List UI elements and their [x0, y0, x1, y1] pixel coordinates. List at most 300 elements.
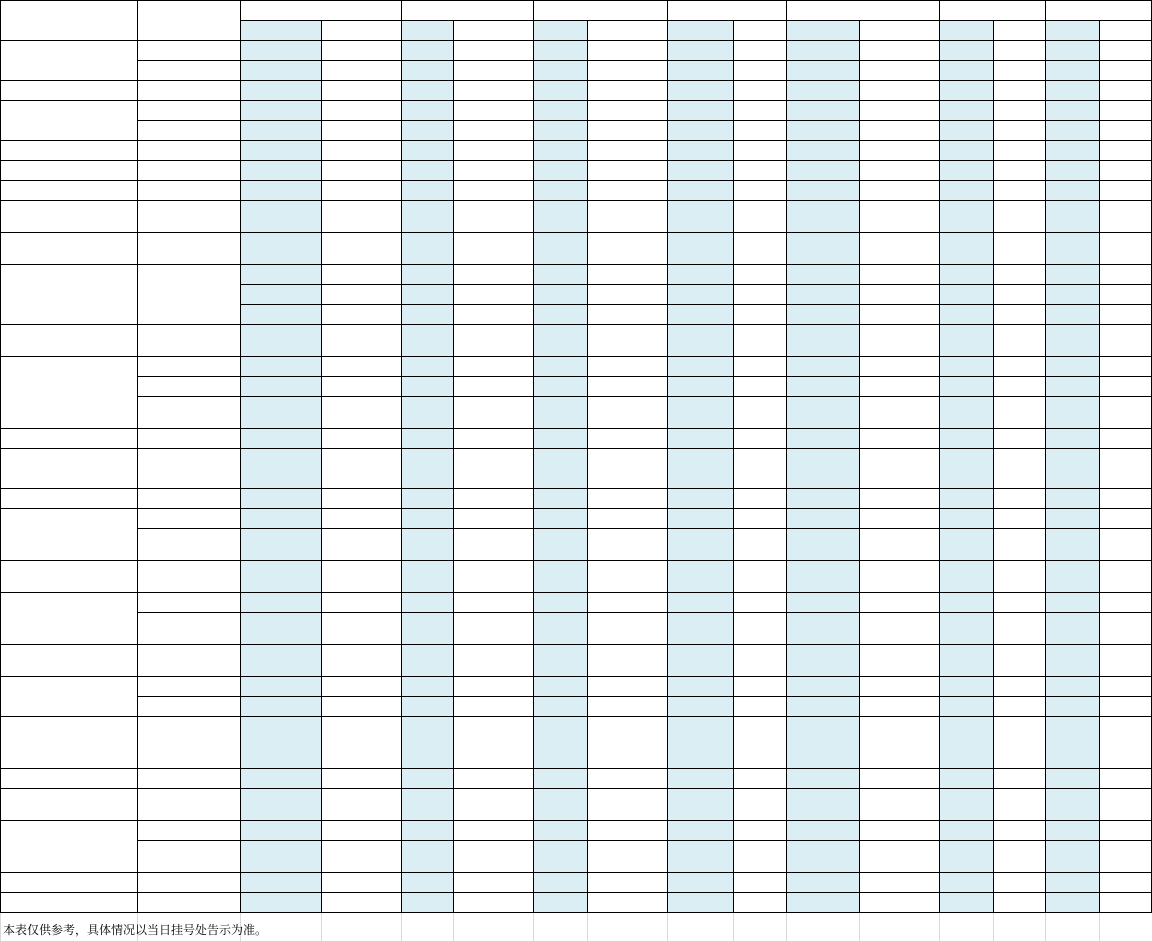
schedule-cell — [859, 872, 939, 892]
schedule-cell — [1045, 140, 1099, 160]
schedule-cell — [667, 892, 733, 912]
schedule-cell — [1099, 644, 1152, 676]
schedule-cell — [667, 448, 733, 488]
schedule-cell — [587, 676, 667, 696]
title-cell — [137, 80, 240, 100]
schedule-cell — [1045, 788, 1099, 820]
schedule-cell — [786, 560, 859, 592]
schedule-cell — [667, 840, 733, 872]
schedule-cell — [401, 264, 453, 284]
schedule-cell — [786, 676, 859, 696]
schedule-cell — [1045, 892, 1099, 912]
schedule-cell — [240, 324, 321, 356]
schedule-cell — [240, 160, 321, 180]
schedule-cell — [786, 356, 859, 376]
schedule-cell — [939, 428, 993, 448]
schedule-cell — [587, 508, 667, 528]
schedule-cell — [786, 232, 859, 264]
table-border — [137, 376, 1152, 377]
schedule-cell — [453, 612, 533, 644]
schedule-cell — [587, 892, 667, 912]
header-day — [1045, 0, 1152, 20]
schedule-cell — [939, 180, 993, 200]
schedule-cell — [859, 232, 939, 264]
schedule-cell — [533, 232, 587, 264]
schedule-cell — [587, 180, 667, 200]
schedule-cell — [240, 716, 321, 768]
table-border — [0, 356, 1152, 357]
schedule-cell — [733, 284, 786, 304]
schedule-cell — [533, 508, 587, 528]
schedule-cell — [321, 788, 401, 820]
schedule-cell — [1099, 356, 1152, 376]
title-cell — [137, 488, 240, 508]
schedule-cell — [939, 120, 993, 140]
schedule-cell — [1099, 40, 1152, 60]
schedule-cell — [993, 376, 1045, 396]
schedule-cell — [240, 428, 321, 448]
schedule-cell — [939, 528, 993, 560]
schedule-cell — [786, 200, 859, 232]
department-cell — [0, 428, 137, 448]
schedule-cell — [587, 376, 667, 396]
schedule-cell — [993, 508, 1045, 528]
schedule-cell — [1045, 120, 1099, 140]
schedule-cell — [993, 100, 1045, 120]
schedule-cell — [939, 284, 993, 304]
schedule-cell — [1045, 676, 1099, 696]
schedule-cell — [401, 160, 453, 180]
schedule-cell — [786, 324, 859, 356]
schedule-cell — [321, 528, 401, 560]
schedule-cell — [993, 120, 1045, 140]
schedule-cell — [453, 872, 533, 892]
schedule-cell — [453, 376, 533, 396]
schedule-cell — [939, 304, 993, 324]
department-cell — [0, 40, 137, 80]
schedule-cell — [533, 592, 587, 612]
sheet-gridline — [993, 912, 994, 941]
schedule-cell — [453, 528, 533, 560]
schedule-cell — [786, 428, 859, 448]
schedule-cell — [587, 140, 667, 160]
schedule-cell — [1099, 488, 1152, 508]
schedule-cell — [1099, 304, 1152, 324]
schedule-cell — [401, 696, 453, 716]
department-cell — [0, 872, 137, 892]
schedule-cell — [733, 324, 786, 356]
schedule-cell — [667, 160, 733, 180]
schedule-cell — [733, 180, 786, 200]
schedule-cell — [321, 60, 401, 80]
schedule-cell — [401, 448, 453, 488]
schedule-cell — [667, 356, 733, 376]
schedule-cell — [533, 60, 587, 80]
schedule-cell — [667, 612, 733, 644]
schedule-cell — [240, 200, 321, 232]
schedule-cell — [859, 696, 939, 716]
schedule-cell — [321, 396, 401, 428]
schedule-cell — [1045, 872, 1099, 892]
schedule-cell — [401, 356, 453, 376]
schedule-cell — [321, 840, 401, 872]
sheet-gridline — [533, 912, 534, 941]
title-cell — [137, 120, 240, 140]
schedule-cell — [240, 304, 321, 324]
schedule-cell — [453, 232, 533, 264]
schedule-cell — [1099, 768, 1152, 788]
schedule-cell — [786, 80, 859, 100]
schedule-cell — [733, 428, 786, 448]
schedule-cell — [240, 560, 321, 592]
schedule-cell — [240, 120, 321, 140]
schedule-cell — [733, 820, 786, 840]
schedule-cell — [533, 560, 587, 592]
schedule-cell — [786, 304, 859, 324]
schedule-cell — [1045, 644, 1099, 676]
title-cell — [137, 560, 240, 592]
table-border — [137, 696, 1152, 697]
schedule-cell — [240, 140, 321, 160]
table-border — [0, 140, 1152, 141]
schedule-cell — [401, 40, 453, 60]
table-border — [0, 892, 1152, 893]
schedule-cell — [401, 324, 453, 356]
schedule-cell — [453, 428, 533, 448]
title-cell — [137, 592, 240, 612]
schedule-cell — [786, 840, 859, 872]
schedule-cell — [321, 612, 401, 644]
header-am — [240, 20, 321, 40]
schedule-cell — [240, 60, 321, 80]
department-cell — [0, 160, 137, 180]
schedule-cell — [786, 60, 859, 80]
header-am — [401, 20, 453, 40]
schedule-cell — [786, 396, 859, 428]
table-border — [137, 0, 138, 913]
schedule-cell — [667, 508, 733, 528]
schedule-cell — [786, 892, 859, 912]
schedule-cell — [240, 892, 321, 912]
schedule-cell — [533, 612, 587, 644]
schedule-cell — [667, 768, 733, 788]
schedule-cell — [321, 200, 401, 232]
schedule-cell — [733, 356, 786, 376]
schedule-cell — [939, 840, 993, 872]
schedule-cell — [1099, 376, 1152, 396]
sheet-gridline — [939, 912, 940, 941]
schedule-cell — [1099, 120, 1152, 140]
schedule-cell — [993, 840, 1045, 872]
title-cell — [137, 324, 240, 356]
schedule-cell — [240, 40, 321, 60]
department-cell — [0, 768, 137, 788]
schedule-cell — [993, 892, 1045, 912]
schedule-cell — [240, 508, 321, 528]
schedule-cell — [667, 560, 733, 592]
schedule-cell — [939, 592, 993, 612]
schedule-cell — [533, 768, 587, 788]
schedule-cell — [859, 200, 939, 232]
schedule-cell — [240, 180, 321, 200]
sheet-gridline — [667, 912, 668, 941]
schedule-cell — [939, 324, 993, 356]
schedule-cell — [993, 180, 1045, 200]
table-border — [240, 304, 1152, 305]
schedule-cell — [1099, 448, 1152, 488]
table-border — [0, 0, 1152, 1]
schedule-cell — [939, 612, 993, 644]
schedule-cell — [1045, 508, 1099, 528]
schedule-cell — [993, 200, 1045, 232]
schedule-cell — [1099, 872, 1152, 892]
schedule-cell — [321, 508, 401, 528]
schedule-cell — [733, 528, 786, 560]
schedule-cell — [667, 100, 733, 120]
schedule-cell — [453, 892, 533, 912]
schedule-cell — [667, 396, 733, 428]
schedule-cell — [321, 448, 401, 488]
schedule-cell — [1099, 396, 1152, 428]
schedule-cell — [939, 100, 993, 120]
title-cell — [137, 716, 240, 768]
table-border — [137, 612, 1152, 613]
schedule-cell — [939, 488, 993, 508]
schedule-cell — [733, 60, 786, 80]
schedule-cell — [1045, 592, 1099, 612]
schedule-cell — [733, 304, 786, 324]
department-cell — [0, 820, 137, 872]
schedule-cell — [786, 40, 859, 60]
schedule-cell — [786, 264, 859, 284]
title-cell — [137, 676, 240, 696]
schedule-cell — [321, 428, 401, 448]
schedule-cell — [587, 612, 667, 644]
schedule-cell — [733, 448, 786, 488]
schedule-cell — [533, 100, 587, 120]
schedule-cell — [939, 560, 993, 592]
schedule-cell — [321, 140, 401, 160]
table-border — [733, 20, 734, 913]
header-pm — [993, 20, 1045, 40]
title-cell — [137, 140, 240, 160]
department-cell — [0, 200, 137, 232]
schedule-cell — [453, 676, 533, 696]
schedule-cell — [453, 120, 533, 140]
title-cell — [137, 612, 240, 644]
schedule-cell — [1099, 560, 1152, 592]
header-am — [786, 20, 859, 40]
schedule-cell — [993, 768, 1045, 788]
schedule-cell — [240, 820, 321, 840]
schedule-cell — [859, 840, 939, 872]
schedule-cell — [939, 160, 993, 180]
header-pm — [733, 20, 786, 40]
schedule-cell — [453, 592, 533, 612]
table-border — [939, 0, 940, 913]
schedule-cell — [533, 696, 587, 716]
table-border — [0, 428, 1152, 429]
table-border — [1099, 20, 1100, 913]
table-border — [0, 40, 1152, 41]
department-cell — [0, 80, 137, 100]
schedule-cell — [401, 872, 453, 892]
schedule-cell — [587, 120, 667, 140]
schedule-cell — [859, 592, 939, 612]
sheet-gridline — [859, 912, 860, 941]
schedule-cell — [939, 200, 993, 232]
schedule-cell — [587, 820, 667, 840]
schedule-cell — [1045, 100, 1099, 120]
schedule-cell — [240, 768, 321, 788]
schedule-cell — [786, 488, 859, 508]
schedule-cell — [240, 696, 321, 716]
schedule-cell — [321, 356, 401, 376]
schedule-cell — [240, 100, 321, 120]
footnote: 本表仅供参考，具体情况以当日挂号处告示为准。 — [3, 923, 268, 937]
schedule-cell — [993, 612, 1045, 644]
department-cell — [0, 180, 137, 200]
schedule-cell — [859, 376, 939, 396]
schedule-cell — [993, 160, 1045, 180]
schedule-cell — [993, 40, 1045, 60]
schedule-cell — [587, 232, 667, 264]
table-border — [667, 0, 668, 913]
schedule-cell — [993, 264, 1045, 284]
table-border — [137, 396, 1152, 397]
schedule-cell — [786, 820, 859, 840]
schedule-cell — [453, 80, 533, 100]
schedule-cell — [401, 284, 453, 304]
header-pm — [859, 20, 939, 40]
schedule-cell — [321, 304, 401, 324]
title-cell — [137, 376, 240, 396]
table-border — [0, 788, 1152, 789]
table-border — [401, 0, 402, 913]
schedule-cell — [533, 304, 587, 324]
schedule-cell — [993, 80, 1045, 100]
table-border — [0, 200, 1152, 201]
header-pm — [321, 20, 401, 40]
schedule-cell — [993, 396, 1045, 428]
header-day — [240, 0, 401, 20]
schedule-cell — [401, 768, 453, 788]
title-cell — [137, 448, 240, 488]
schedule-cell — [453, 200, 533, 232]
schedule-cell — [401, 592, 453, 612]
schedule-cell — [401, 428, 453, 448]
department-cell — [0, 592, 137, 644]
schedule-cell — [859, 820, 939, 840]
schedule-cell — [587, 284, 667, 304]
schedule-cell — [1099, 820, 1152, 840]
schedule-cell — [533, 892, 587, 912]
schedule-cell — [1099, 676, 1152, 696]
schedule-cell — [939, 356, 993, 376]
schedule-cell — [667, 528, 733, 560]
schedule-cell — [321, 376, 401, 396]
schedule-cell — [401, 120, 453, 140]
schedule-cell — [453, 284, 533, 304]
schedule-cell — [321, 284, 401, 304]
schedule-cell — [533, 716, 587, 768]
schedule-cell — [859, 324, 939, 356]
schedule-cell — [533, 488, 587, 508]
schedule-cell — [733, 676, 786, 696]
schedule-cell — [587, 356, 667, 376]
schedule-cell — [939, 140, 993, 160]
table-border — [0, 912, 1152, 913]
department-cell — [0, 676, 137, 716]
schedule-cell — [1099, 160, 1152, 180]
department-cell — [0, 716, 137, 768]
title-cell — [137, 768, 240, 788]
table-border — [587, 20, 588, 913]
schedule-cell — [993, 696, 1045, 716]
table-border — [137, 120, 1152, 121]
schedule-cell — [993, 592, 1045, 612]
schedule-cell — [859, 120, 939, 140]
schedule-cell — [587, 840, 667, 872]
department-cell — [0, 788, 137, 820]
schedule-cell — [401, 304, 453, 324]
schedule-cell — [321, 160, 401, 180]
schedule-cell — [939, 60, 993, 80]
table-border — [786, 0, 787, 913]
schedule-cell — [587, 428, 667, 448]
schedule-cell — [1045, 716, 1099, 768]
table-border — [137, 528, 1152, 529]
schedule-cell — [240, 396, 321, 428]
table-border — [0, 872, 1152, 873]
schedule-cell — [859, 560, 939, 592]
schedule-cell — [786, 120, 859, 140]
sheet-gridline — [321, 912, 322, 941]
schedule-cell — [533, 840, 587, 872]
schedule-cell — [401, 508, 453, 528]
schedule-cell — [240, 612, 321, 644]
schedule-cell — [1099, 264, 1152, 284]
schedule-cell — [587, 160, 667, 180]
schedule-cell — [993, 304, 1045, 324]
schedule-cell — [993, 644, 1045, 676]
table-border — [0, 716, 1152, 717]
schedule-cell — [1045, 376, 1099, 396]
schedule-cell — [939, 80, 993, 100]
schedule-cell — [733, 396, 786, 428]
schedule-cell — [667, 716, 733, 768]
schedule-cell — [786, 140, 859, 160]
schedule-cell — [453, 60, 533, 80]
schedule-cell — [240, 788, 321, 820]
schedule-cell — [533, 820, 587, 840]
schedule-cell — [733, 696, 786, 716]
schedule-cell — [1045, 40, 1099, 60]
schedule-cell — [533, 80, 587, 100]
sheet-gridline — [786, 912, 787, 941]
schedule-cell — [401, 488, 453, 508]
department-cell — [0, 356, 137, 428]
schedule-cell — [453, 508, 533, 528]
schedule-cell — [667, 428, 733, 448]
schedule-cell — [786, 180, 859, 200]
table-border — [0, 644, 1152, 645]
schedule-cell — [667, 324, 733, 356]
schedule-cell — [859, 612, 939, 644]
schedule-cell — [859, 356, 939, 376]
sheet-gridline — [1099, 912, 1100, 941]
schedule-cell — [587, 644, 667, 676]
